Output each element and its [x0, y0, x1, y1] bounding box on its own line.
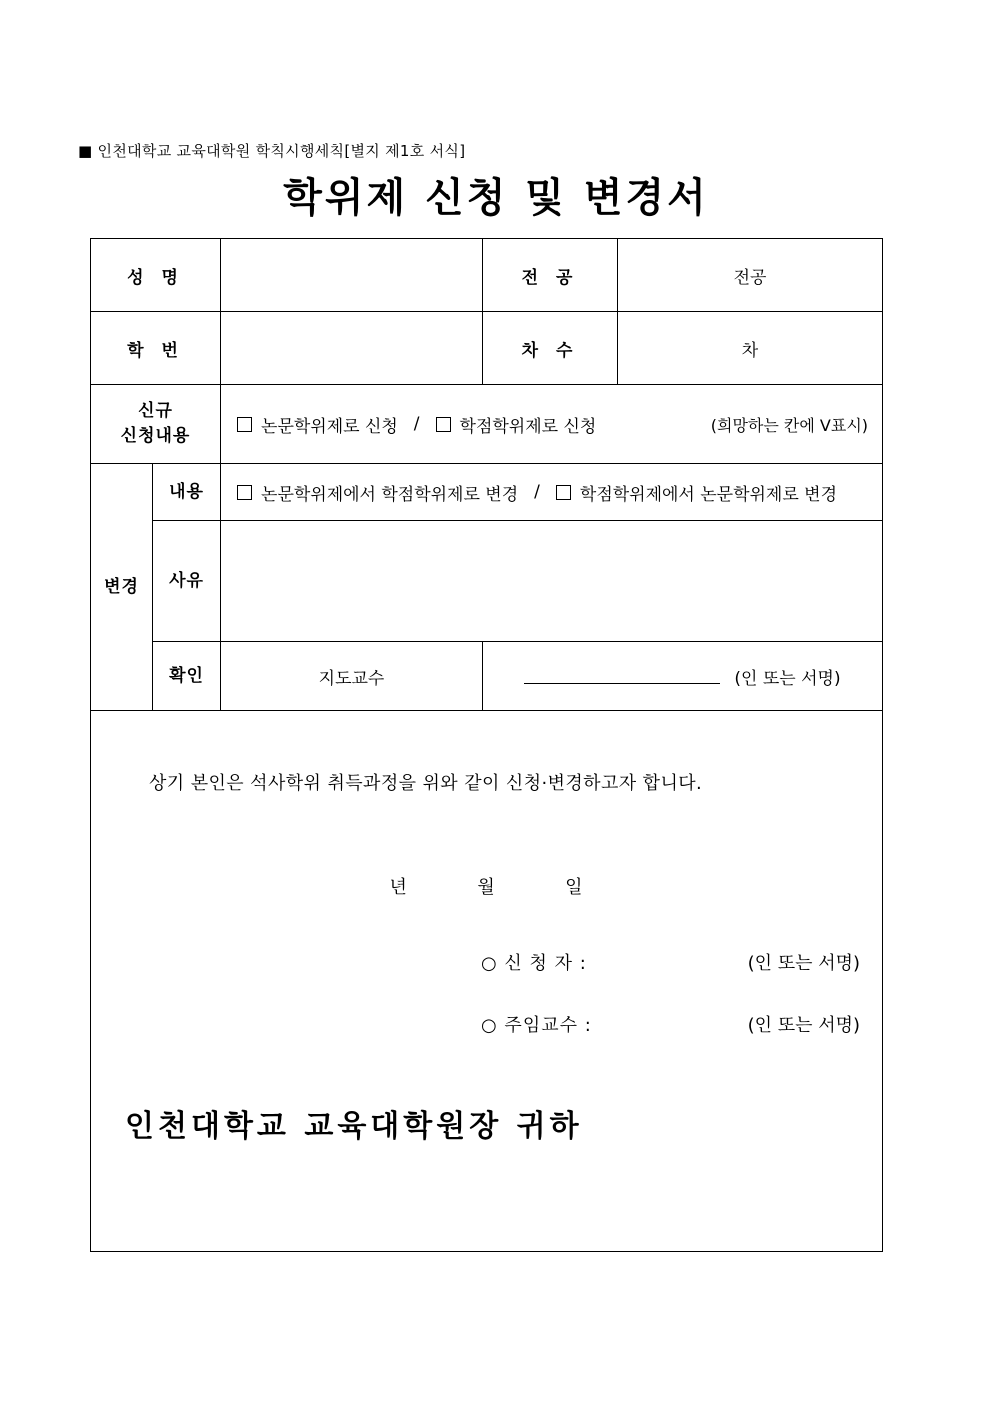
label-new-application [91, 385, 221, 464]
label-change-reason: 사유 [153, 521, 221, 642]
label-cohort: 차 수 [483, 312, 618, 385]
table-row-statement [91, 711, 883, 1252]
date-day-label: 일 [565, 877, 584, 898]
field-cohort-value[interactable]: 차 [618, 312, 883, 385]
label-change-confirm: 확인 [153, 642, 221, 711]
field-major-value[interactable]: 전공 [618, 239, 883, 312]
new-application-hint: (희망하는 칸에 V표시) [710, 415, 869, 435]
label-major: 전 공 [483, 239, 618, 312]
statement-text: 상기 본인은 석사학위 취득과정을 위와 같이 신청·변경하고자 합니다. [149, 773, 703, 794]
label-change: 변경 [91, 464, 153, 711]
confirm-seal-note: (인 또는 서명) [734, 668, 841, 689]
addressee-line: 인천대학교 교육대학원장 귀하 [125, 1109, 583, 1144]
page-title: 학위제 신청 및 변경서 [283, 175, 709, 221]
table-row-change-confirm [91, 642, 883, 711]
professor-label: ○ 주임교수 : [481, 1015, 592, 1036]
professor-seal-note: (인 또는 서명) [747, 1015, 861, 1036]
field-name-value[interactable] [221, 239, 483, 312]
option-thesis-to-credit-label: 논문학위제에서 학점학위제로 변경 [261, 484, 519, 505]
table-row-student-id [91, 312, 883, 385]
applicant-seal-note: (인 또는 서명) [747, 953, 861, 974]
date-month-label: 월 [477, 877, 496, 898]
field-change-reason-value[interactable] [221, 521, 883, 642]
option-credit-to-thesis-label: 학점학위제에서 논문학위제로 변경 [579, 484, 838, 505]
option-separator: / [413, 414, 420, 434]
checkbox-credit-degree[interactable] [436, 417, 451, 432]
signature-line[interactable] [524, 668, 720, 684]
form-reference-note: ■ 인천대학교 교육대학원 학칙시행세칙[별지 제1호 서식] [78, 142, 466, 160]
table-row-change-reason [91, 521, 883, 642]
table-row-name [91, 239, 883, 312]
label-student-id: 학 번 [91, 312, 221, 385]
label-new-application-line2: 신청내용 [120, 426, 191, 446]
field-student-id-value[interactable] [221, 312, 483, 385]
table-row-change-content [91, 464, 883, 521]
label-new-application-line1: 신규 [138, 401, 173, 422]
new-application-options [221, 385, 883, 464]
checkbox-thesis-to-credit[interactable] [237, 485, 252, 500]
option-thesis-degree-label: 논문학위제로 신청 [261, 416, 398, 437]
date-line[interactable] [91, 873, 882, 899]
confirm-role-advisor: 지도교수 [221, 642, 483, 711]
change-option-separator: / [534, 482, 540, 502]
checkbox-thesis-degree[interactable] [237, 417, 252, 432]
application-form-table [90, 238, 883, 1252]
label-name: 성 명 [91, 239, 221, 312]
checkbox-credit-to-thesis[interactable] [556, 485, 571, 500]
table-row-new-application [91, 385, 883, 464]
change-content-options [221, 464, 883, 521]
option-credit-degree-label: 학점학위제로 신청 [459, 416, 597, 437]
date-year-label: 년 [389, 877, 408, 898]
applicant-label: ○ 신 청 자 : [481, 953, 587, 974]
statement-block [91, 711, 883, 1252]
confirm-signature-cell[interactable] [483, 642, 883, 711]
label-change-content: 내용 [153, 464, 221, 521]
